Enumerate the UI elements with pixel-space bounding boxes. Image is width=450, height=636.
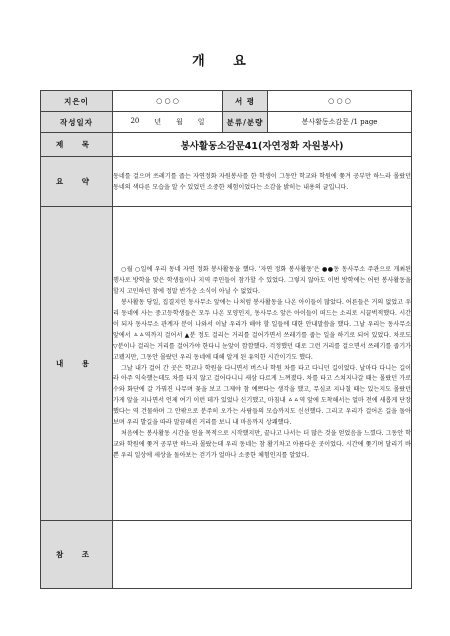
content-body xyxy=(113,207,412,521)
content-paragraph: ○월 ○일에 우리 동네 자연 정화 봉사활동을 했다. '자연 정화 봉사활동'은 ●●동 동사무소 주관으로 개최된 행사로 방학을 맞은 학생들이나 지역 주민들이 참가할 수 있었다. 그렇지 않아도 이번 방학에는 어떤 봉사활동을 할지 고민하던 참에 정말 반가운 소식이 아닐 수 없었다. xyxy=(113,266,411,296)
category-label: 분류/분량 xyxy=(223,112,268,133)
date-month-unit: 월 xyxy=(176,118,183,126)
content-paragraph: 봉사활동 당일, 집결지인 동사무소 앞에는 나처럼 봉사활동을 나온 아이들이 많았다. 어른들은 거의 없었고 우리 동네에 사는 중고등학생들은 모두 나온 모양인지, 동사무소 앞은 아이들이 떠드는 소리로 시끌벅적했다. 시간이 되자 동사무소 관계자 분이 나와서 이날 우리가 해야 할 일들에 대한 안내말씀을 했다. 그날 우리는 동사무소 앞에서 ㅿㅿ역까지 걸어서 ▲분 정도 걸리는 거리를 걸어가면서 쓰레기를 줍는 일을 하기로 되어 있었다. 차로도 ▽분이나 걸리는 거리를 걸어가야 한다니 눈앞이 깜깜했다. 걱정했던 대로 그런 거리를 걸으면서 쓰레기를 줍기가 고됐지만, 그동안 몰랐던 우리 동네에 대해 알게 된 유익한 시간이기도 했다. xyxy=(113,299,411,361)
reference-value xyxy=(113,521,412,589)
category-value: 봉사활동소감문 /1 page xyxy=(268,112,412,133)
date-day-unit: 일 xyxy=(197,118,205,126)
title-label: 제 목 xyxy=(41,133,113,157)
writer-row xyxy=(41,91,412,112)
reference-label: 참 조 xyxy=(41,521,113,589)
date-value xyxy=(113,112,223,133)
content-label: 내 용 xyxy=(41,207,113,521)
overview-table xyxy=(40,90,412,589)
content-row xyxy=(41,207,412,521)
title-row xyxy=(41,133,412,157)
date-label: 작성일자 xyxy=(41,112,113,133)
review-label: 서 평 xyxy=(223,91,268,112)
writer-label: 지은이 xyxy=(41,91,113,112)
date-row xyxy=(41,112,412,133)
content-paragraph: 처음에는 봉사활동 시간을 얻을 목적으로 시작했지만, 끝나고 나서는 더 많은 것을 얻었음을 느꼈다. 그동안 학교와 학원에 쫓겨 공부만 하느라 몰랐는데 우리 동네는 참 활기차고 아름다운 곳이었다. 시간에 쫓기며 달리기 바쁜 우리 일상에 세상을 돌아보는 걷기가 얼마나 소중한 체험인지를 알았다. xyxy=(113,429,412,459)
summary-row xyxy=(41,157,412,207)
summary-text: 동네를 걸으며 쓰레기를 줍는 자연정화 자원봉사를 한 학생이 그동안 학교와 학원에 쫓겨 공부만 하느라 몰랐던 동네의 색다른 모습을 알 수 있었던 소중한 체험이었다는 소감을 밝히는 내용의 글입니다. xyxy=(113,157,412,207)
review-value: ○ ○ ○ xyxy=(268,91,412,112)
summary-label: 요 약 xyxy=(41,157,113,207)
document-title: 개 요 xyxy=(192,54,258,69)
writer-value: ○ ○ ○ xyxy=(113,91,223,112)
date-year-unit: 년 xyxy=(154,118,162,126)
date-year: 20 xyxy=(130,117,140,125)
reference-row xyxy=(41,521,412,589)
title-value: 봉사활동소감문41(자연정화 자원봉사) xyxy=(113,133,412,157)
content-paragraph: 그날 내가 걸어 간 곳은 학교나 학원을 다니면서 버스나 학원 차를 타고 다니던 길이었다. 날마다 다니는 길이라 아주 익숙했는데도 차를 타지 않고 걸어다니니 새삼 다르게 느껴졌다. 차를 타고 스쳐지나갈 때는 몰랐던 가로수와 화단에 갈 가꿔진 나무며 꽃을 보고 그제야 참 예쁘다는 생각을 했고, 무심코 지나칠 때는 있는지도 몰랐던 가게 앞을 지나면서 언제 여기 이런 데가 있었나 신기했고, 마침내 ㅿㅿ역 앞에 도착해서는 얼마 전에 새롭게 단장했다는 역 건물하며 그 안팎으로 분주히 오가는 사람들의 모습까지도 신선했다. 그리고 우리가 걸어온 길을 돌아보며 우리 발길을 따라 말끔해진 거리를 보니 내 마음까지 상쾌했다. xyxy=(113,364,411,427)
